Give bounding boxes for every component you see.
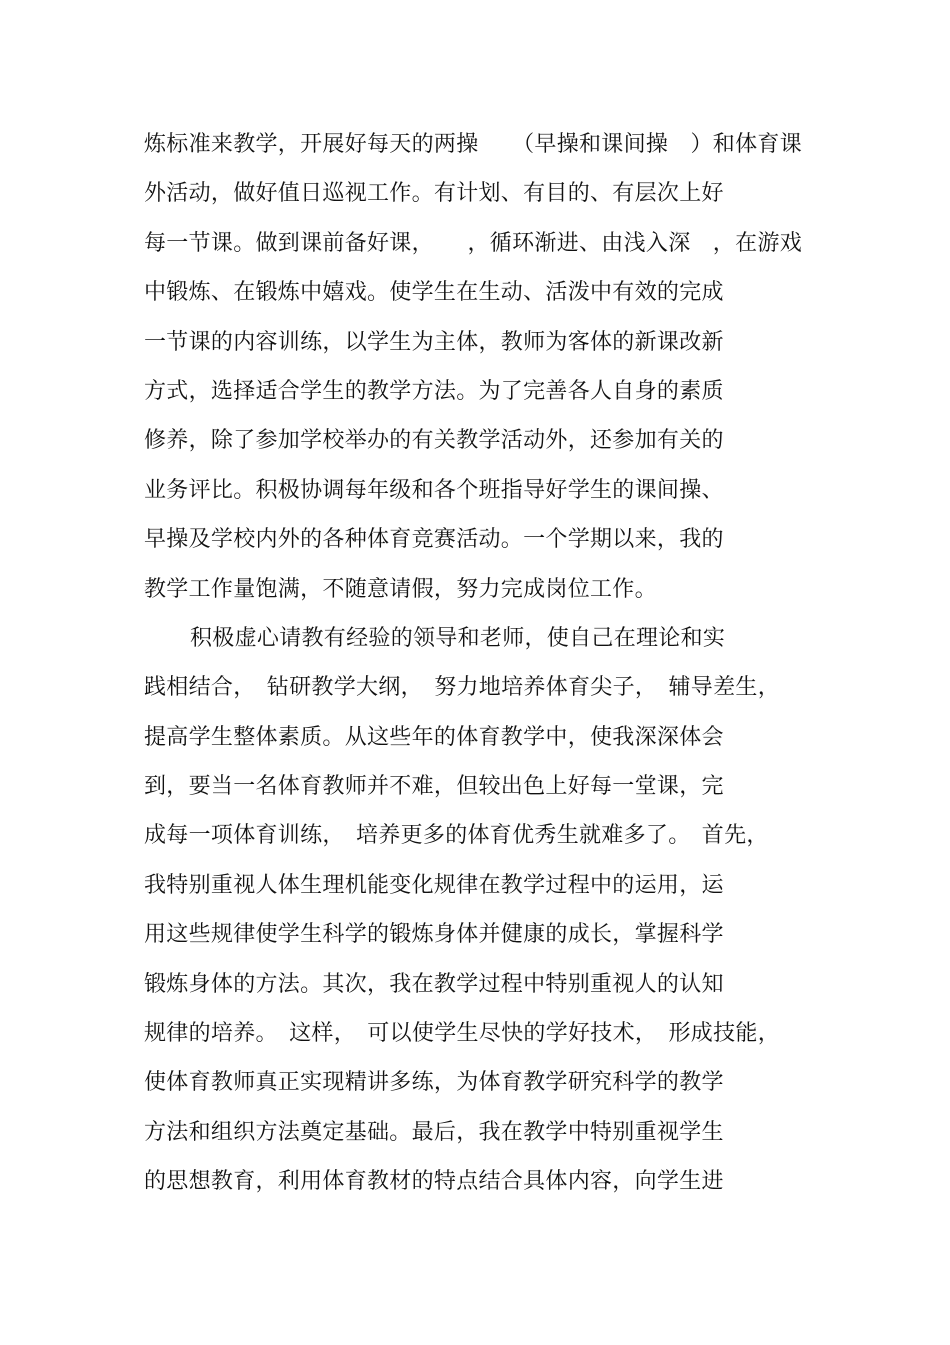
- text-line: 早操及学校内外的各种体育竞赛活动。一个学期以来，我的: [144, 527, 724, 553]
- text-line: 外活动，做好值日巡视工作。有计划、有目的、有层次上好: [144, 181, 724, 207]
- text-line: 成每一项体育训练， 培养更多的体育优秀生就难多了。 首先，: [144, 823, 769, 849]
- text-line: 修养，除了参加学校举办的有关教学活动外，还参加有关的: [144, 428, 724, 454]
- text-line: 炼标准来教学，开展好每天的两操 （早操和课间操 ）和体育课: [144, 132, 803, 157]
- text-line: 我特别重视人体生理机能变化规律在教学过程中的运用，运: [144, 872, 724, 898]
- text-line: 践相结合， 钻研教学大纲， 努力地培养体育尖子， 辅导差生，: [144, 675, 781, 701]
- text-line: 用这些规律使学生科学的锻炼身体并健康的成长，掌握科学: [144, 922, 724, 948]
- text-line: 提高学生整体素质。从这些年的体育教学中，使我深深体会: [144, 724, 724, 750]
- text-line: 的思想教育，利用体育教材的特点结合具体内容，向学生进: [144, 1169, 724, 1195]
- text-line: 规律的培养。 这样， 可以使学生尽快的学好技术， 形成技能，: [144, 1021, 781, 1047]
- text-line: 业务评比。积极协调每年级和各个班指导好学生的课间操、: [144, 477, 724, 503]
- text-line: 使体育教师真正实现精讲多练，为体育教学研究科学的教学: [144, 1070, 724, 1096]
- paragraph-start-line: 积极虚心请教有经验的领导和老师，使自己在理论和实: [190, 625, 726, 651]
- text-line: 每一节课。做到课前备好课， ，循环渐进、由浅入深 ，在游戏: [144, 230, 803, 256]
- text-line: 教学工作量饱满，不随意请假，努力完成岗位工作。: [144, 576, 657, 602]
- text-line: 一节课的内容训练，以学生为主体，教师为客体的新课改新: [144, 329, 724, 355]
- text-line: 到，要当一名体育教师并不难，但较出色上好每一堂课，完: [144, 774, 724, 800]
- text-line: 方式，选择适合学生的教学方法。为了完善各人自身的素质: [144, 378, 724, 404]
- body-text: [144, 120, 824, 1207]
- text-line: 中锻炼、在锻炼中嬉戏。使学生在生动、活泼中有效的完成: [144, 280, 724, 306]
- text-line: 方法和组织方法奠定基础。最后，我在教学中特别重视学生: [144, 1119, 724, 1145]
- text-line: 锻炼身体的方法。其次，我在教学过程中特别重视人的认知: [144, 971, 724, 997]
